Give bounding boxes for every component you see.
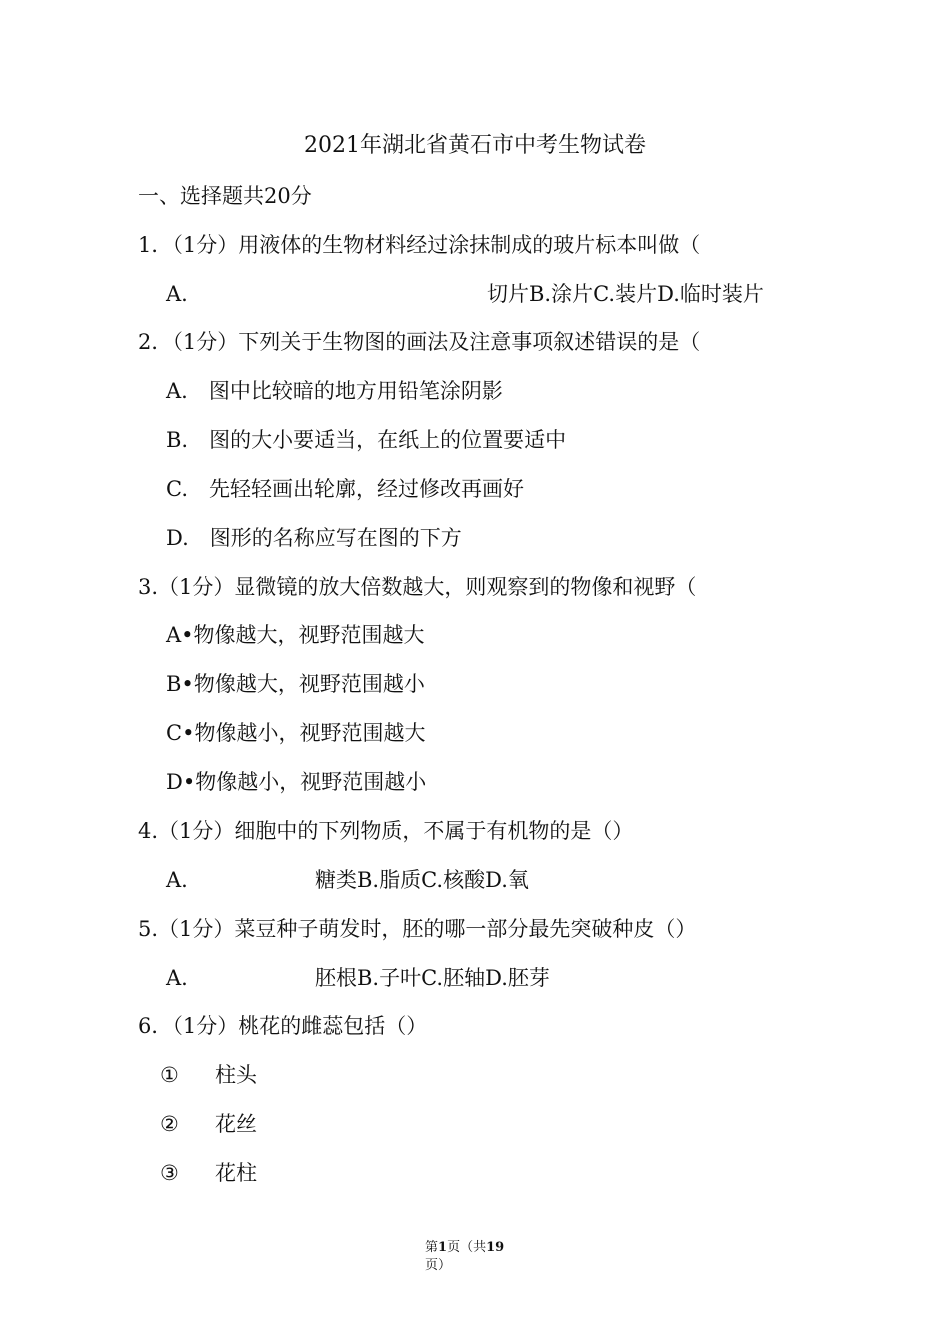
question-4-option-a: A. [166,868,188,892]
question-6-item-3-text: 花柱 [215,1161,257,1185]
question-2-option-c: C. 先轻轻画出轮廓，经过修改再画好 [166,477,524,501]
question-5-options-rest: 胚根B.子叶C.胚轴D.胚芽 [315,966,550,990]
page-footer [425,1239,504,1257]
question-1-option-a: A. [166,282,188,306]
page-footer-suffix: 页） [425,1258,452,1273]
question-2-stem: 2．（1分）下列关于生物图的画法及注意事项叙述错误的是（ [138,330,701,354]
footer-page-number: 1 [438,1240,448,1255]
question-2-option-d: D. 图形的名称应写在图的下方 [166,526,462,550]
footer-total-pages: 19 [486,1240,505,1255]
question-3-option-d: D•物像越小，视野范围越小 [166,770,427,794]
question-6-item-3-number: ③ [160,1161,179,1185]
question-3-option-a: A•物像越大，视野范围越大 [166,623,425,647]
question-6-item-1-text: 柱头 [215,1063,257,1087]
question-6-stem: 6．（1分）桃花的雌蕊包括（） [138,1014,428,1038]
question-3-stem: 3.（1分）显微镜的放大倍数越大，则观察到的物像和视野（ [138,575,697,599]
question-2-option-a: A. 图中比较暗的地方用铅笔涂阴影 [166,379,503,403]
question-5-option-a: A. [166,966,188,990]
question-5-stem: 5.（1分）菜豆种子萌发时，胚的哪一部分最先突破种皮（） [138,917,697,941]
section-heading: 一、选择题共20分 [138,184,312,208]
question-3-option-c: C•物像越小，视野范围越大 [166,721,426,745]
question-3-option-b: B•物像越大，视野范围越小 [166,672,425,696]
footer-mid: 页（共 [447,1240,487,1255]
page-title: 2021年湖北省黄石市中考生物试卷 [304,133,646,158]
footer-prefix: 第 [425,1240,439,1255]
question-4-options-rest: 糖类B.脂质C.核酸D.氧 [315,868,529,892]
question-6-item-2-number: ② [160,1112,179,1136]
question-4-stem: 4.（1分）细胞中的下列物质，不属于有机物的是（） [138,819,634,843]
question-6-item-2-text: 花丝 [215,1112,257,1136]
question-2-option-b: B. 图的大小要适当，在纸上的位置要适中 [166,428,567,452]
question-1-options-rest: 切片B.涂片C.装片D.临时装片 [487,282,764,306]
question-1-stem: 1．（1分）用液体的生物材料经过涂抹制成的玻片标本叫做（ [138,233,701,257]
question-6-item-1-number: ① [160,1063,179,1087]
